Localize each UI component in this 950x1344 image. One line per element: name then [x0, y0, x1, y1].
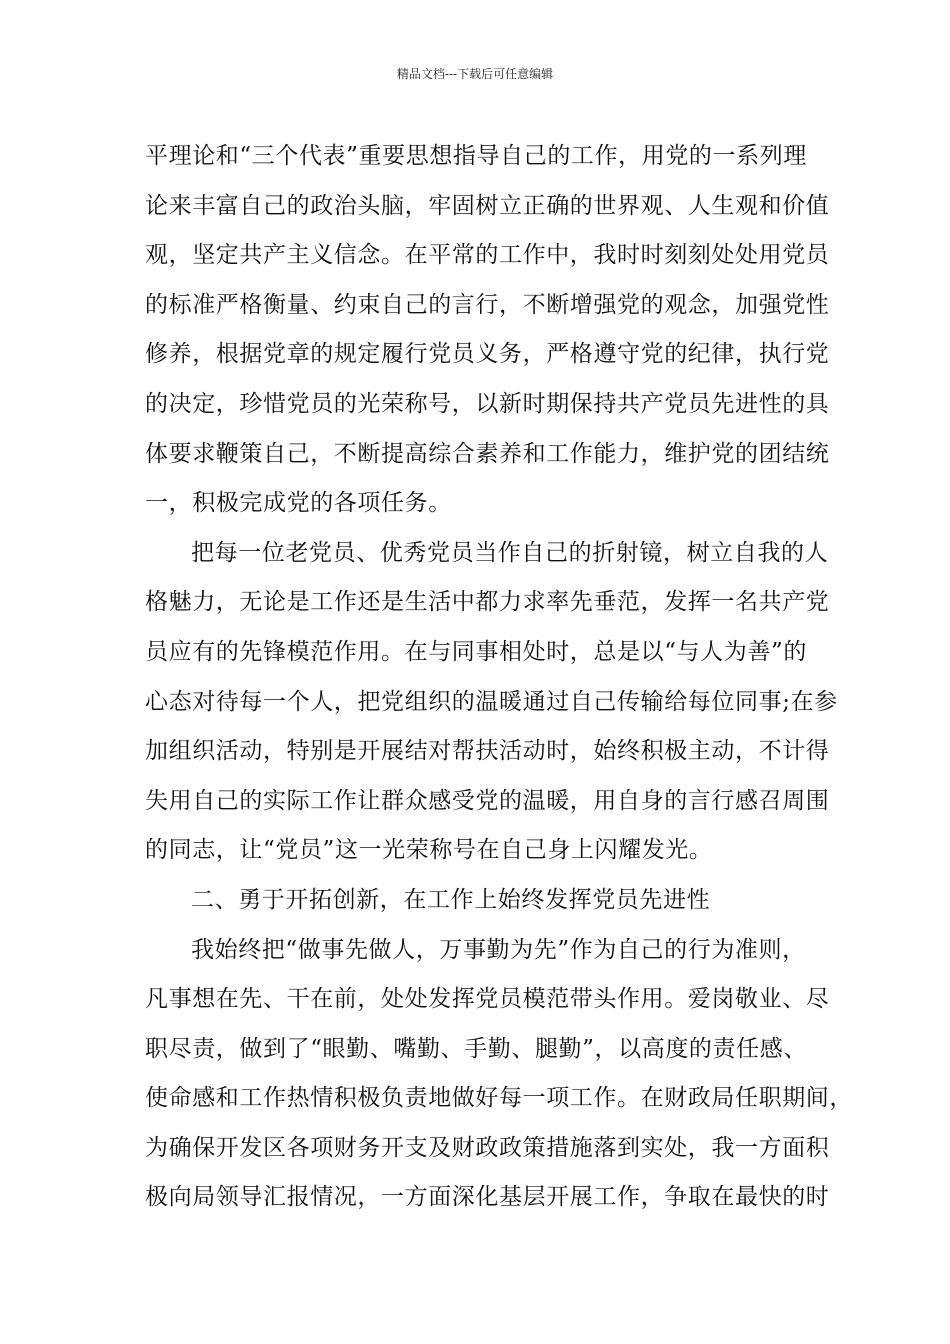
paragraph-start-line: 把每一位老党员、优秀党员当作自己的折射镜，树立自我的人	[191, 539, 829, 566]
text-line: 凡事想在先、干在前，处处发挥党员模范带头作用。爱岗敬业、尽	[145, 986, 830, 1013]
text-line: 的标准严格衡量、约束自己的言行，不断增强党的观念，加强党性	[145, 291, 830, 318]
text-line: 平理论和“三个代表”重要思想指导自己的工作，用党的一系列理	[145, 143, 807, 169]
section-heading: 二、勇于开拓创新，在工作上始终发挥党员先进性	[191, 886, 711, 913]
text-line: 极向局领导汇报情况，一方面深化基层开展工作，争取在最快的时	[145, 1184, 830, 1211]
text-line: 为确保开发区各项财务开支及财政政策措施落到实处，我一方面积	[145, 1134, 830, 1161]
text-line: 的决定，珍惜党员的光荣称号，以新时期保持共产党员先进性的具	[145, 390, 830, 417]
text-line: 修养，根据党章的规定履行党员义务，严格遵守党的纪律，执行党	[145, 341, 830, 368]
text-line: 一，积极完成党的各项任务。	[145, 490, 452, 517]
text-line: 心态对待每一个人，把党组织的温暖通过自己传输给每位同事;在参	[145, 688, 838, 715]
text-line: 职尽责，做到了“眼勤、嘴勤、手勤、腿勤”，以高度的责任感、	[145, 1035, 807, 1062]
text-line: 格魅力，无论是工作还是生活中都力求率先垂范，发挥一名共产党	[145, 589, 830, 616]
text-line: 员应有的先锋模范作用。在与同事相处时，总是以“与人为善”的	[145, 638, 807, 665]
text-line: 论来丰富自己的政治头脑，牢固树立正确的世界观、人生观和价值	[145, 192, 830, 219]
text-line: 使命感和工作热情积极负责地做好每一项工作。在财政局任职期间，	[145, 1085, 853, 1112]
page-header: 精品文档---下载后可任意编辑	[396, 67, 554, 81]
text-line: 失用自己的实际工作让群众感受党的温暖，用自身的言行感召周围	[145, 787, 830, 814]
text-line: 体要求鞭策自己，不断提高综合素养和工作能力，维护党的团结统	[145, 440, 830, 467]
text-line: 的同志，让“党员”这一光荣称号在自己身上闪耀发光。	[145, 837, 713, 864]
paragraph-start-line: 我始终把“做事先做人，万事勤为先”作为自己的行为准则，	[191, 936, 806, 963]
text-line: 加组织活动，特别是开展结对帮扶活动时，始终积极主动，不计得	[145, 738, 830, 765]
document-body	[145, 132, 853, 1223]
text-line: 观，坚定共产主义信念。在平常的工作中，我时时刻刻处处用党员	[145, 242, 830, 269]
